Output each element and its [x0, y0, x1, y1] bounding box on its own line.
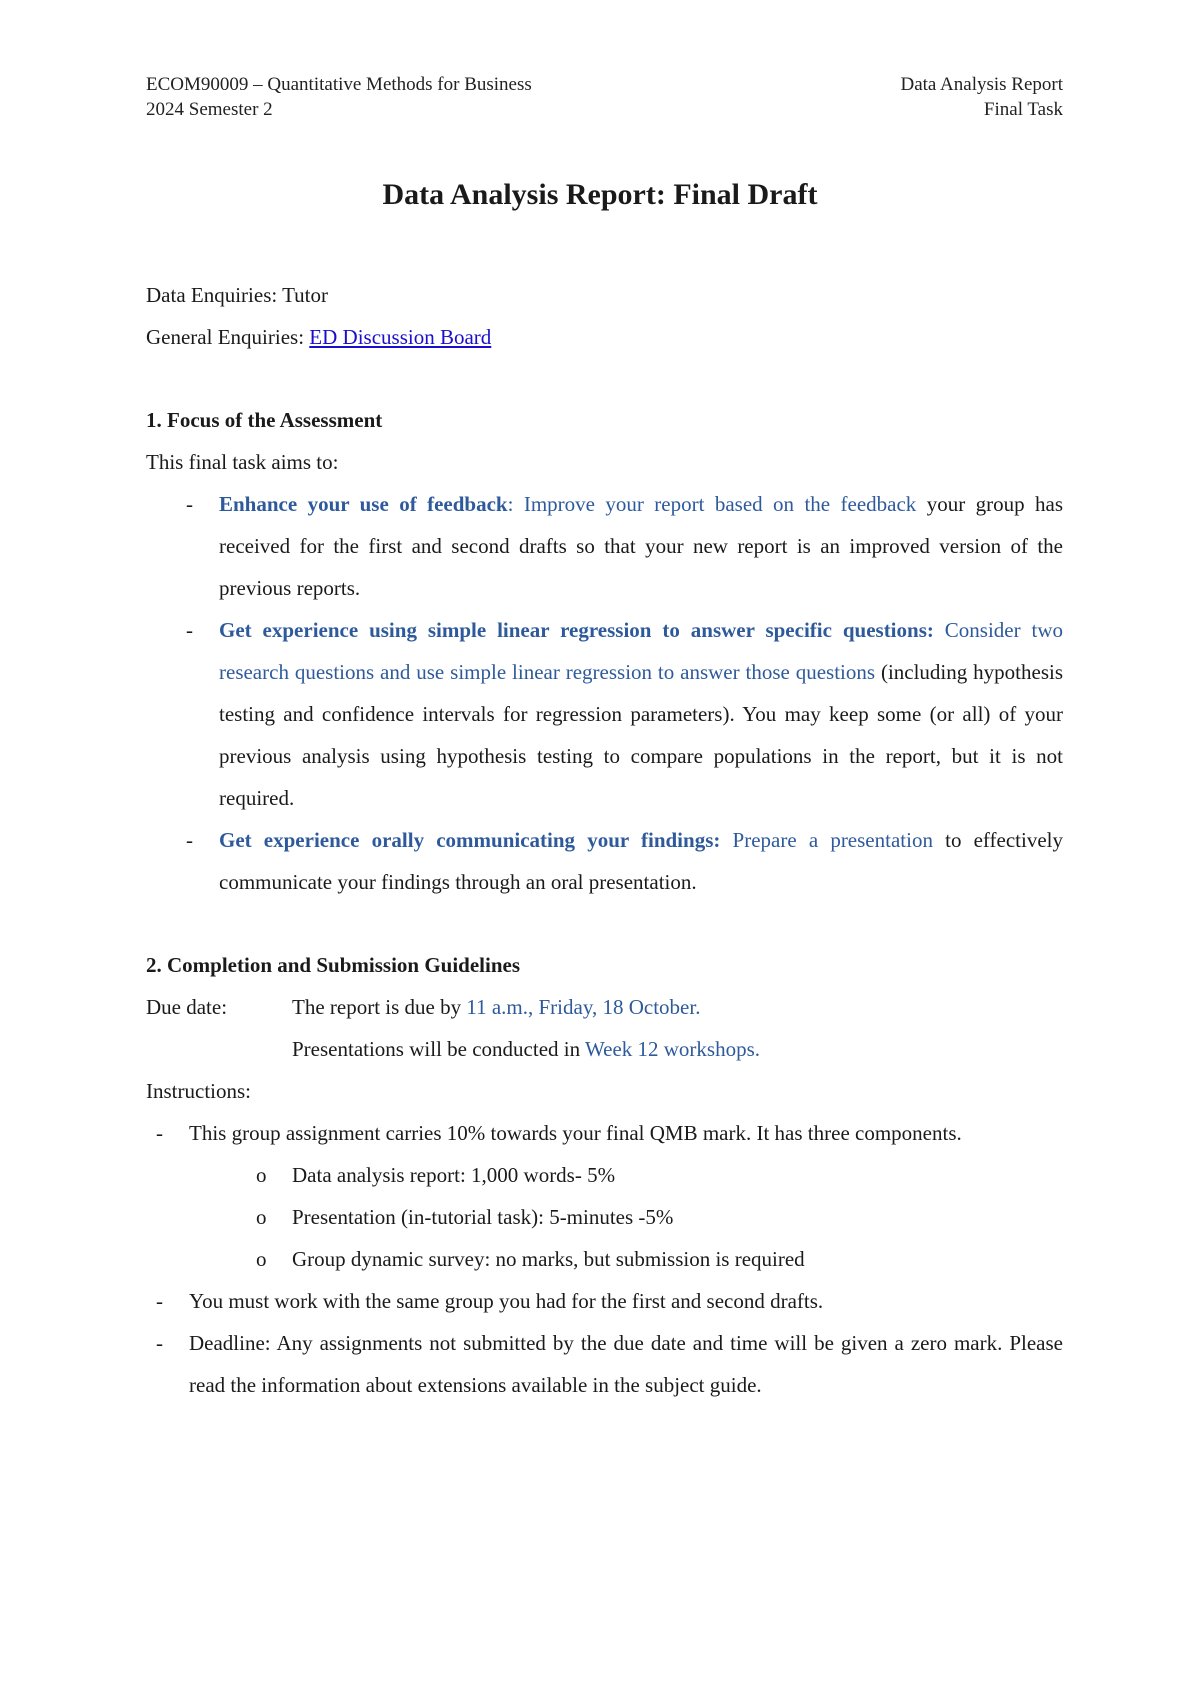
- due-date-row: [146, 986, 1063, 1028]
- instruction-item: [146, 1280, 1063, 1322]
- section-1-intro: This final task aims to:: [146, 450, 339, 474]
- components-list: [146, 1154, 1063, 1280]
- header-left: [146, 72, 532, 122]
- header-right: [900, 72, 1063, 122]
- presentation-schedule: [146, 1028, 1063, 1070]
- document-body: [146, 274, 1063, 1406]
- focus-item-text: to effectively communicate your findings through an oral presentation.: [219, 828, 1063, 894]
- due-date-text: [292, 986, 700, 1028]
- focus-item-text: your group has received for the first and second drafts so that your new report is an improved version of the previous reports.: [219, 492, 1063, 600]
- dash-bullet: -: [186, 828, 193, 852]
- report-type: Data Analysis Report: [900, 74, 1063, 95]
- instruction-text: You must work with the same group you had for the first and second drafts.: [189, 1289, 824, 1313]
- task-name: Final Task: [983, 99, 1063, 120]
- instruction-item: [146, 1112, 1063, 1154]
- component-text: Data analysis report: 1,000 words- 5%: [292, 1163, 616, 1187]
- focus-item-presentation: [146, 819, 1063, 903]
- ed-discussion-board-link[interactable]: ED Discussion Board: [309, 325, 492, 349]
- component-text: Presentation (in-tutorial task): 5-minutes -5%: [292, 1205, 674, 1229]
- semester: 2024 Semester 2: [146, 99, 273, 120]
- due-date-label: Due date:: [146, 995, 228, 1019]
- data-enquiries: Data Enquiries: Tutor: [146, 283, 328, 307]
- instruction-item: [146, 1322, 1063, 1406]
- focus-item-regression: [146, 609, 1063, 819]
- general-enquiries-label: General Enquiries:: [146, 325, 310, 349]
- general-enquiries: [146, 316, 1063, 358]
- focus-list: [146, 483, 1063, 903]
- focus-item-highlight: Prepare a presentation: [732, 828, 933, 852]
- section-2-heading: 2. Completion and Submission Guidelines: [146, 953, 521, 977]
- focus-item-colon: :: [507, 492, 524, 516]
- focus-item-highlight: Consider two research questions and use simple linear regression to answer those questions: [219, 618, 1064, 684]
- dash-bullet: -: [156, 1289, 163, 1313]
- focus-item-colon: [934, 618, 945, 642]
- spacer: [146, 903, 1063, 944]
- dash-bullet: -: [186, 618, 193, 642]
- component-item: [146, 1196, 1063, 1238]
- focus-item-text: (including hypothesis testing and confidence intervals for regression parameters). You may keep some (or all) of your previous analysis using hypothesis testing to compare populations in the report, but it is not required.: [219, 660, 1063, 810]
- dash-bullet: -: [156, 1331, 163, 1355]
- circle-bullet: o: [256, 1163, 267, 1187]
- document-title: Data Analysis Report: Final Draft: [382, 178, 818, 211]
- component-text: Group dynamic survey: no marks, but submission is required: [292, 1247, 805, 1271]
- focus-item-title: Get experience using simple linear regression to answer specific questions:: [219, 618, 934, 642]
- instructions-list: [146, 1112, 1063, 1154]
- circle-bullet: o: [256, 1205, 267, 1229]
- section-1-heading: 1. Focus of the Assessment: [146, 408, 383, 432]
- focus-item-colon: [720, 828, 732, 852]
- dash-bullet: -: [186, 492, 193, 516]
- component-item: [146, 1238, 1063, 1280]
- due-text-prefix: The report is due by: [292, 995, 467, 1019]
- course-code: ECOM90009 – Quantitative Methods for Business: [146, 74, 532, 95]
- circle-bullet: o: [256, 1247, 267, 1271]
- focus-item-title: Get experience orally communicating your findings:: [219, 828, 721, 852]
- presentation-prefix: Presentations will be conducted in: [292, 1037, 585, 1061]
- due-text-suffix: .: [695, 995, 701, 1019]
- presentation-week: Week 12 workshops.: [584, 1037, 761, 1061]
- instruction-text: This group assignment carries 10% towards your final QMB mark. It has three components.: [189, 1121, 962, 1145]
- instructions-label: Instructions:: [146, 1079, 251, 1103]
- instructions-list-continued: [146, 1280, 1063, 1406]
- focus-item-feedback: [146, 483, 1063, 609]
- spacer: [146, 358, 1063, 399]
- focus-item-title: Enhance your use of feedback: [219, 492, 508, 516]
- dash-bullet: -: [156, 1121, 163, 1145]
- due-date-value: 11 a.m., Friday, 18 October: [466, 995, 696, 1019]
- instruction-text: Deadline: Any assignments not submitted by the due date and time will be given a zero mark. Please read the information about extensions available in the subject guide.: [189, 1331, 1063, 1397]
- focus-item-highlight: Improve your report based on the feedback: [523, 492, 917, 516]
- component-item: [146, 1154, 1063, 1196]
